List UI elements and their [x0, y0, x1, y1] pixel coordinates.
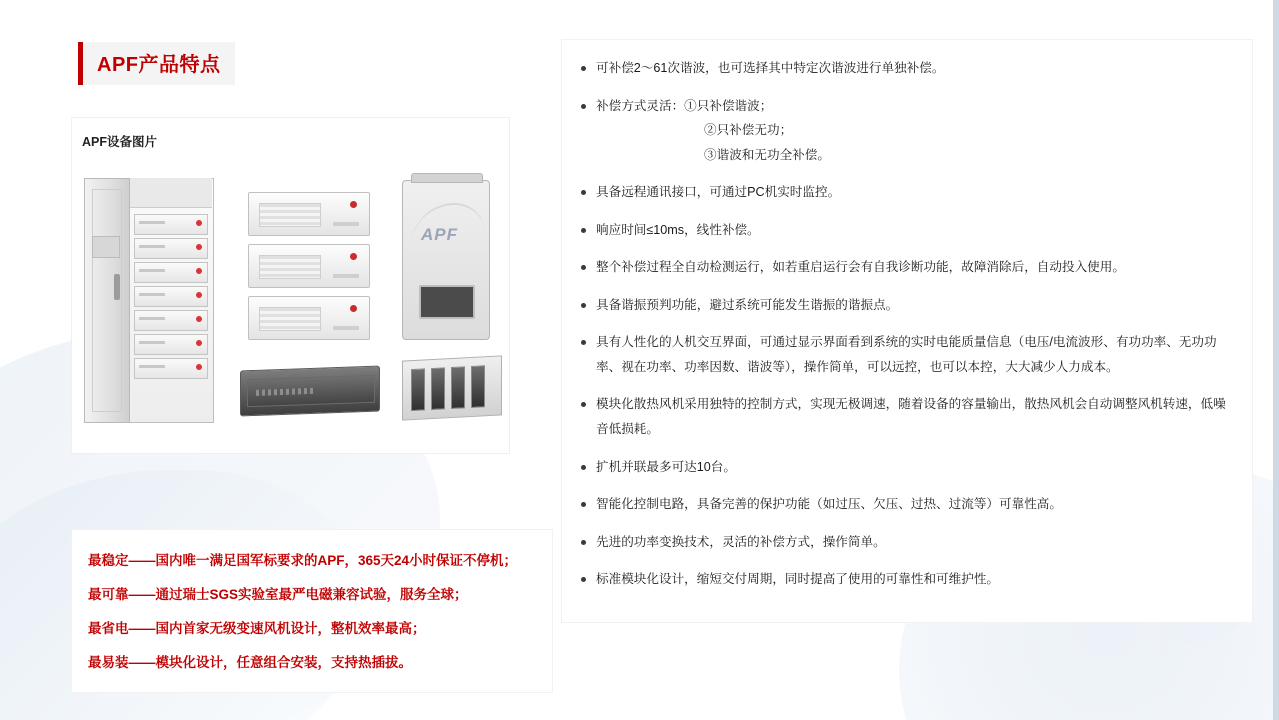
- feature-text: 扩机并联最多可达10台。: [596, 459, 736, 474]
- cabinet-top-panel: [130, 178, 212, 208]
- key-point-line: 最省电——国内首家无级变速风机设计，整机效率最高；: [88, 621, 426, 636]
- apf-wall-mount-image: [402, 180, 490, 340]
- cabinet-control-panel: [92, 236, 120, 258]
- cabinet-module: [134, 334, 208, 355]
- wall-unit-cap: [411, 173, 483, 183]
- rack-front-face: [247, 375, 375, 407]
- feature-item: [576, 255, 1232, 280]
- cabinet-module: [134, 214, 208, 235]
- product-image-label: APF设备图片: [82, 135, 158, 149]
- feature-list: [576, 56, 1232, 592]
- chassis-slot: [411, 368, 425, 411]
- feature-subitem: ③谐波和无功全补偿。: [704, 147, 830, 162]
- label-strip: [333, 222, 359, 226]
- chassis-slot: [451, 366, 465, 409]
- chassis-slot: [471, 365, 485, 408]
- apf-module-stack-image: [248, 192, 370, 342]
- feature-text: 智能化控制电路，具备完善的保护功能（如过压、欠压、过热、过流等）可靠性高。: [596, 497, 1062, 512]
- feature-text: 可补偿2～61次谐波，也可选择其中特定次谐波进行单独补偿。: [596, 61, 945, 75]
- feature-item: [576, 56, 1232, 81]
- feature-text: 模块化散热风机采用独特的控制方式，实现无极调速，随着设备的容量输出，散热风机会自动调整风机转速，低噪音低损耗。: [596, 397, 1226, 437]
- vent-grille: [259, 203, 321, 227]
- feature-item: [576, 392, 1232, 441]
- page-title-text: APF产品特点: [97, 54, 221, 76]
- apf-logo-text: APF: [421, 225, 458, 244]
- key-point-line: 最可靠——通过瑞士SGS实验室最严电磁兼容试验，服务全球；: [88, 587, 468, 602]
- apf-rack-unit-image: [240, 366, 380, 417]
- feature-subitem: ②只补偿无功；: [704, 123, 793, 138]
- stack-module: [248, 192, 370, 236]
- feature-item: [576, 492, 1232, 517]
- feature-item: [576, 94, 1232, 168]
- label-strip: [333, 274, 359, 278]
- feature-text: 标准模块化设计，缩短交付周期，同时提高了使用的可靠性和可维护性。: [596, 572, 999, 587]
- feature-text: 整个补偿过程全自动检测运行，如若重启运行会有自我诊断功能，故障消除后，自动投入使用。: [596, 260, 1125, 275]
- feature-item: [576, 293, 1232, 318]
- label-strip: [333, 326, 359, 330]
- feature-item: [576, 180, 1232, 205]
- cabinet-module: [134, 262, 208, 283]
- page-title: [78, 42, 235, 85]
- feature-text: 先进的功率变换技术，灵活的补偿方式，操作简单。: [596, 534, 886, 549]
- cabinet-handle: [114, 274, 120, 300]
- vent-grille: [259, 307, 321, 331]
- status-led: [350, 201, 357, 208]
- stack-module: [248, 244, 370, 288]
- feature-item: [576, 330, 1232, 379]
- status-led: [350, 305, 357, 312]
- cabinet-module: [134, 358, 208, 379]
- stack-module: [248, 296, 370, 340]
- key-point-line: 最易装——模块化设计，任意组合安装，支持热插拔。: [88, 655, 412, 670]
- chassis-slot: [431, 367, 445, 410]
- feature-list-panel: [562, 40, 1252, 622]
- key-point-line: 最稳定——国内唯一满足国军标要求的APF，365天24小时保证不停机；: [88, 553, 518, 568]
- apf-open-chassis-image: [402, 355, 502, 420]
- apf-cabinet-image: [84, 178, 214, 423]
- feature-item: [576, 567, 1232, 592]
- feature-text: 具有人性化的人机交互界面，可通过显示界面看到系统的实时电能质量信息（电压/电流波形、有功功率、无功功率、视在功率、功率因数、谐波等），操作简单，可以远控，也可以本控，大大减少人力成本。: [596, 335, 1217, 374]
- feature-item: [576, 530, 1232, 555]
- feature-text: 补偿方式灵活：①只补偿谐波；: [596, 98, 773, 113]
- cabinet-module: [134, 286, 208, 307]
- cabinet-module: [134, 310, 208, 331]
- cabinet-module: [134, 238, 208, 259]
- cabinet-door: [84, 178, 130, 423]
- status-led: [350, 253, 357, 260]
- product-photo-group: [72, 160, 509, 450]
- feature-text: 响应时间≤10ms，线性补偿。: [596, 222, 760, 237]
- feature-item: [576, 218, 1232, 243]
- vent-grille: [259, 255, 321, 279]
- feature-item: [576, 455, 1232, 480]
- feature-text: 具备谐振预判功能，避过系统可能发生谐振的谐振点。: [596, 297, 899, 312]
- product-image-panel: [72, 118, 509, 453]
- wall-unit-display: [419, 285, 475, 319]
- key-points-panel: [72, 530, 552, 692]
- feature-text: 具备远程通讯接口，可通过PC机实时监控。: [596, 185, 841, 200]
